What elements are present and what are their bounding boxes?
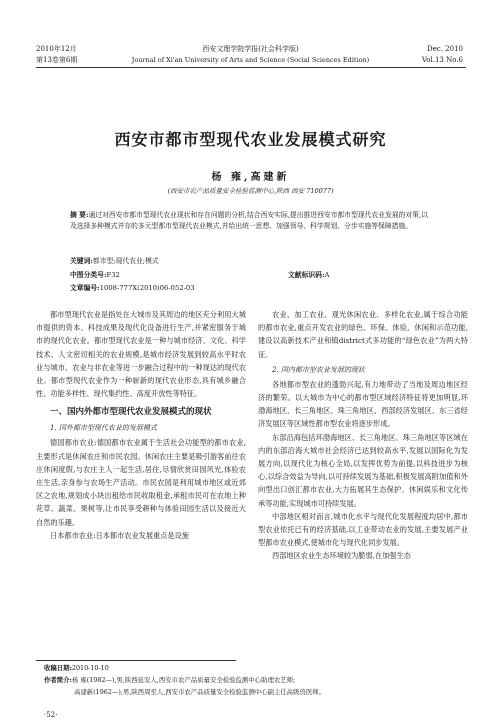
received-label: 收稿日期: [44, 664, 72, 672]
article-title: 西安市都市型现代农业发展模式研究 [114, 130, 387, 149]
right-column [258, 308, 468, 563]
author2-bio: 高建新(1962—),男,陕西周至人,西安市农产品质量安全检验监测中心副主任高级兽医师。 [74, 688, 326, 696]
subsection-heading: 2. 国内都市型农业发展的现状 [272, 365, 365, 374]
clc-text: F32 [106, 271, 120, 279]
article-authors: 杨 雍,高建新 [211, 172, 290, 183]
article-number-label: 文章编号: [70, 284, 100, 292]
paragraph: 西部地区农业生态环境较为脆弱,在加强生态 [272, 551, 411, 561]
keywords-text: 都市型;现代农业;模式 [92, 257, 159, 265]
header-journal-cn: 西安文理学院学报(社会科学版) [202, 45, 299, 53]
subsection-heading: 1. 国外都市型现代农业的发展模式 [50, 424, 157, 433]
article-number [70, 283, 432, 294]
page-number: ·52· [44, 711, 58, 719]
header-date-en: Dec. 2010 [427, 45, 463, 53]
clc-label: 中图分类号: [70, 271, 107, 279]
article-affiliation: (西安市农产品质量安全检验监测中心,陕西 西安 710077) [167, 187, 334, 195]
abstract-text: 通过对西安市都市型现代农业现状和存在问题的分析,结合西安实际,提出推进西安市都市型现代农业发展的对策,以及选择多种模式并存的多元型都市型现代农业模式,并给出统一思想、加强领导、科学规划、分步实施等保障措施。 [70, 211, 429, 230]
paragraph: 各地都市型农业的蓬勃兴起,有力地带动了当地及周边地区经济的繁荣。以大城市为中心的都市型区域经济特征将更加明显,环渤海地区、长三角地区、珠三角地区、西部经济发展区、东三省经济发展区等区域性都市型农业将逐步形成。 [258, 379, 468, 429]
abstract-label: 摘 要: [70, 211, 89, 219]
header-journal-en: Journal of Xi'an University of Arts and Science (Social Sciences Edition) [131, 56, 370, 64]
paragraph: 都市型现代农业是指处在大城市及其周边的地区充分利用大城市提供的资本、科技成果及现代化设备进行生产,并紧密服务于城市的现代化农业。都市型现代农业是一种与城市经济、文化、科学技术、人文密切相关的农业规模,是城市经济发展到较高水平时农业与城市、农业与非农业等进一步融合过程中的一种现达的现代农业。都市型现代农业作为一种崭新的现代农业形态,具有城乡融合性、功能多样性、现代集约性、高度开放性等特征。 [36, 310, 246, 399]
article-number-text: 1008-777X(2010)06-052-03 [99, 284, 195, 292]
header-volume-en: Vol.13 No.6 [421, 56, 463, 64]
author1-bio: 杨 雍(1982—),男,陕西延安人,西安市农产品质量安全检验监测中心助理农艺师; [71, 676, 296, 684]
header-volume: 第13卷第6期 [36, 56, 78, 64]
clc [70, 270, 230, 281]
header-date: 2010年12月 [36, 45, 77, 53]
paragraph: 农业、加工农业、观光休闲农业、多样化农业,属于综合功能的都市农业,重点开发农业的绿色、环保、体验、休闲和示范功能,建设以高新技术产业和镇district式多功能的“绿色农业”为两大特征。 [258, 310, 468, 359]
received-date: 2010-10-10 [71, 664, 109, 672]
doc-code-text: A [324, 271, 330, 279]
header-rule [36, 67, 466, 68]
section-heading: 一、国内外都市型现代农业发展模式的现状 [50, 407, 212, 418]
abstract [70, 210, 432, 232]
paragraph: 中部地区相对而言,城市化水平与现代化发展程度均居中,都市型农业依托已有的经济基础,以工业带动农业的发展,主要发展产业型都市农业模式,使城市化与现代化同步发展。 [258, 511, 468, 548]
footnote-author1 [44, 674, 474, 686]
author-label: 作者简介: [44, 676, 72, 684]
paragraph: 日本都市农业:日本都市农业发展重点是设施 [50, 530, 189, 540]
keywords-label: 关键词: [70, 257, 93, 265]
footnote [44, 662, 474, 698]
left-column [36, 308, 246, 542]
doc-code [288, 270, 428, 281]
paragraph: 德国都市农业:德国都市农业属于生活社会功能型的都市农业,主要形式是休闲农庄和市民农园。休闲农庄主要是吸引游客前往农庄休闲度假,与农庄主人一起生活,居住,尽情欣赏田园风光,体验农庄生活,亲身参与农场生产活动。市民农园是利用城市地区或近郊区之农地,规划成小块出租给市民收取租金,承租市民可在农地上种花草、蔬菜、果树等,让市民享受耕种与体验田园生活以及接近大自然的乐趣。 [36, 438, 246, 527]
doc-code-label: 文献标识码: [288, 271, 325, 279]
footnote-rule [36, 660, 236, 661]
paragraph: 东部沿海包括环渤海地区、长三角地区、珠三角地区等区域在内的东部沿海大城市社会经济已达到较高水平,发展以国际化为发展方向,以现代化为核心全局,以发挥优势为前提,以科技进步为核心,以综合效益为导向,以可持续发展为基础,积极发展高附加值和外向型出口创汇都市农业,大力拓展其生态保护、休闲娱乐和文化传承等功能,实现城市可持续发展。 [258, 432, 468, 508]
keywords [70, 256, 432, 267]
footnote-received [44, 662, 474, 674]
